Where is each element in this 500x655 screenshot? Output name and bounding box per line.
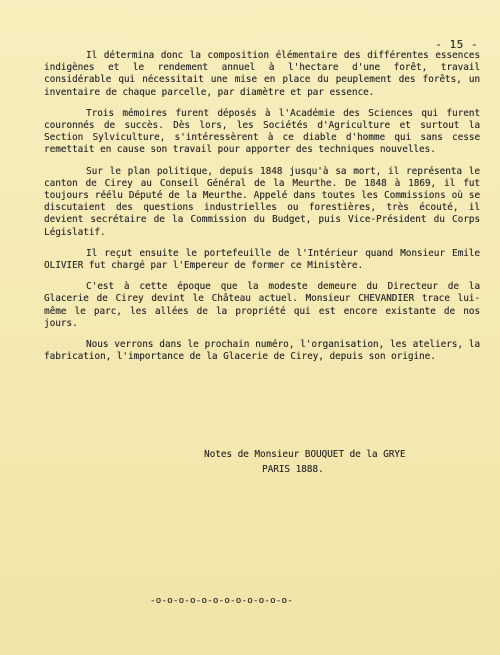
signature-author: Notes de Monsieur BOUQUET de la GRYE — [204, 449, 406, 460]
page-number: - 15 - — [435, 38, 478, 51]
paragraph: Trois mémoires furent déposés à l'Académie des Sciences qui furent couronnés de succès. Dès lors, les Sociétés d'Agriculture et surtout la Section Sylviculture, s'intéressèrent à ce diable d'homme qui sans cesse remettait en cause son travail pour apporter des techniques nouvelles. — [44, 107, 480, 156]
signature-block — [204, 447, 464, 477]
signature-place-date: PARIS 1888. — [262, 464, 324, 475]
paragraph: C'est à cette époque que la modeste demeure du Directeur de la Glacerie de Cirey devint le Château actuel. Monsieur CHEVANDIER trace lui-même le parc, les allées de la propriété qui est encore existante de nos jours. — [44, 281, 480, 329]
section-separator: -o-o-o-o-o-o-o-o-o-o-o-o- — [150, 596, 293, 606]
paragraph: Nous verrons dans le prochain numéro, l'organisation, les ateliers, la fabrication, l'importance de la Glacerie de Cirey, depuis son origine. — [44, 339, 480, 363]
paragraph: Il reçut ensuite le portefeuille de l'Intérieur quand Monsieur Emile OLIVIER fut chargé par l'Empereur de former ce Ministère. — [44, 247, 480, 272]
paragraph: Sur le plan politique, depuis 1848 jusqu'à sa mort, il représenta le canton de Cirey au Conseil Général de la Meurthe. De 1848 à 1869, il fut toujours réélu Député de la Meurthe. Appelé dans toutes les Commissions où se discutaient des questions industrielles ou forestières, très écouté, il devient secrétaire de la Commission du Budget, puis Vice-Président du Corps Législatif. — [44, 165, 480, 238]
body-text — [44, 50, 480, 372]
paragraph: Il détermina donc la composition élémentaire des différentes essences indigènes et le rendement annuel à l'hectare d'une forêt, travail considérable qui nécessitait une mise en place du peuplement des forêts, un inventaire de chaque parcelle, par diamètre et par essence. — [44, 50, 480, 98]
